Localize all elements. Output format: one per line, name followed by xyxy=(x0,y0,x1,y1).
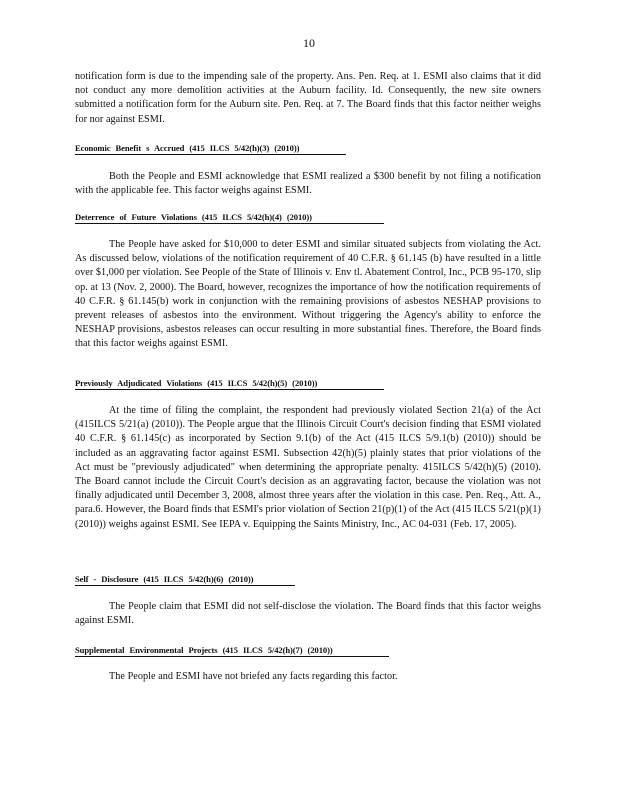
economic-paragraph-block xyxy=(75,170,541,198)
supplemental-paragraph-block xyxy=(75,670,541,684)
intro-paragraph: notification form is due to the impending sale of the property. Ans. Pen. Req. at 1. ESMI also claims that it did not conduct any more demolition activities at the Auburn facility. Id. Consequently, the new site owners submitted a notification form for the Auburn site. Pen. Req. at 7. The Board finds that this factor neither weighs for nor against ESMI. xyxy=(75,71,541,125)
deterrence-paragraph-block xyxy=(75,238,541,352)
self-paragraph-block xyxy=(75,600,541,628)
deterrence-paragraph: The People have asked for $10,000 to deter ESMI and similar situated subjects from violating the Act. As discussed below, violations of the notification requirement of 40 C.F.R. § 61.145 (b) have resulted in a little over $1,000 per violation. See People of the State of Illinois v. Env tl. Abatement Control, Inc., PCB 95-170, slip op. at 13 (Nov. 2, 2000). The Board, however, recognizes the importance of how the notification requirements of 40 C.F.R. § 61.145(b) work in conjunction with the remaining provisions of asbestos NESHAP provisions to prevent releases of asbestos into the environment. Without triggering the Agency's ability to enforce the NESHAP provisions, asbestos releases can occur resulting in more substantial fines. Therefore, the Board finds that this factor weighs against ESMI. xyxy=(75,239,542,350)
supplemental-paragraph: The People and ESMI have not briefed any facts regarding this factor. xyxy=(109,671,398,682)
heading-deterrence: Deterrence of Future Violations (415 ILCS 5/42(h)(4) (2010)) xyxy=(75,212,384,224)
economic-paragraph: Both the People and ESMI acknowledge that ESMI realized a $300 benefit by not filing a notification with the applicable fee. This factor weighs against ESMI. xyxy=(75,171,541,197)
heading-economic-benefit: Economic Benefit s Accrued (415 ILCS 5/42(h)(3) (2010)) xyxy=(75,143,346,155)
intro-paragraph-block xyxy=(75,70,541,127)
heading-supplemental-projects: Supplemental Environmental Projects (415 ILCS 5/42(h)(7) (2010)) xyxy=(75,645,389,657)
page-number: 10 xyxy=(303,36,315,50)
heading-self-disclosure: Self - Disclosure (415 ILCS 5/42(h)(6) (2010)) xyxy=(75,574,295,586)
previously-paragraph: At the time of filing the complaint, the respondent had previously violated Section 21(a) of the Act (415ILCS 5/21(a) (2010)). The People argue that the Illinois Circuit Court's decision finding that ESMI violated 40 C.F.R. § 61.145(c) as incorporated by Section 9.1(b) of the Act (415 ILCS 5/9.1(b) (2010)) should be included as an aggravating factor against ESMI. Subsection 42(h)(5) plainly states that prior violations of the Act must be "previously adjudicated" when determining the appropriate penalty. 415ILCS 5/42(h)(5) (2010). The Board cannot include the Circuit Court's decision as an aggravating factor, because the violation was not finally adjudicated until December 3, 2008, almost three years after the violation in this case. Pen. Req., Att. A., para.6. However, the Board finds that ESMI's prior violation of Section 21(p)(1) of the Act (415 ILCS 5/21(p)(1) (2010)) weighs against ESMI. See IEPA v. Equipping the Saints Ministry, Inc., AC 04-031 (Feb. 17, 2005). xyxy=(75,405,541,530)
heading-previously-adjudicated: Previously Adjudicated Violations (415 ILCS 5/42(h)(5) (2010)) xyxy=(75,378,384,390)
self-paragraph: The People claim that ESMI did not self-disclose the violation. The Board finds that this factor weighs against ESMI. xyxy=(75,601,541,627)
previously-paragraph-block xyxy=(75,404,541,532)
